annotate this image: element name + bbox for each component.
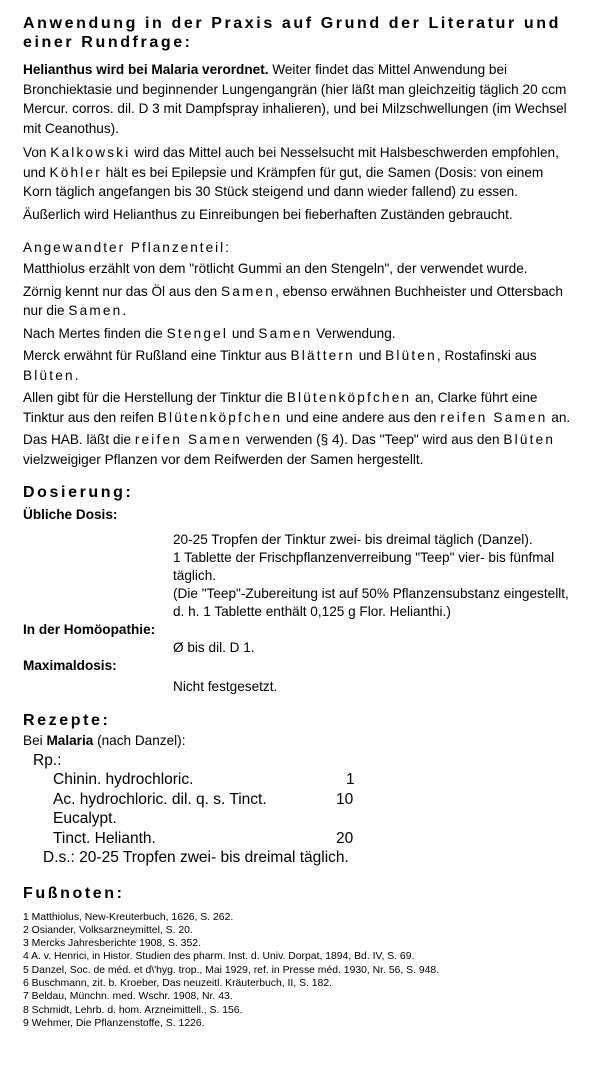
recipe-item <box>33 829 571 849</box>
spaced-name: Kalkowski <box>50 145 131 160</box>
recipe-item <box>33 770 571 790</box>
heading-dosierung: Dosierung: <box>23 484 134 501</box>
footnote-item: 8 Schmidt, Lehrb. d. hom. Arzneimittell., S. 156. <box>23 1004 243 1016</box>
paragraph-zoernig: Zörnig kennt nur das Öl aus den Samen, ebenso erwähnen Buchheister und Ottersbach nur die Samen. <box>23 283 563 318</box>
dose-value-usual-note: (Die "Teep"-Zubereitung ist auf 50% Pflanzensubstanz eingestellt, d. h. 1 Tablette enthält 0,125 g Flor. Helianthi.) <box>173 586 569 619</box>
dose-value-usual-tincture: 20-25 Tropfen der Tinktur zwei- bis dreimal täglich (Danzel). <box>173 532 533 547</box>
paragraph-matthiolus: Matthiolus erzählt von dem "rötlicht Gummi an den Stengeln", der verwendet wurde. <box>23 261 528 276</box>
subheading-pflanzenteil: Angewandter Pflanzenteil: <box>23 240 231 255</box>
footnote-item: 7 Beldau, Münchn. med. Wschr. 1908, Nr. 43. <box>23 991 233 1003</box>
recipe-rp: Rp.: <box>33 751 62 769</box>
recipe-item <box>33 790 571 810</box>
recipe-block <box>33 751 571 868</box>
dose-value-usual-tablet: 1 Tablette der Frischpflanzenverreibung "Teep" vier- bis fünfmal täglich. <box>173 550 555 583</box>
spaced-name: Köhler <box>49 164 102 180</box>
footnote-item: 9 Wehmer, Die Pflanzenstoffe, S. 1226. <box>23 1017 205 1029</box>
footnote-item: 5 Danzel, Soc. de méd. et d\'hyg. trop., Mai 1929, ref. in Presse méd. 1930, Nr. 56, S. 948. <box>23 964 440 976</box>
paragraph-mertes: Nach Mertes finden die Stengel und Samen Verwendung. <box>23 325 396 341</box>
bold-lead: Helianthus wird bei Malaria verordnet. <box>23 62 269 77</box>
recipe-item-qty: 1 <box>346 771 355 788</box>
dose-value-homeopathy: Ø bis dil. D 1. <box>173 640 255 655</box>
dose-label-usual: Übliche Dosis: <box>23 507 118 522</box>
paragraph-merck: Merck erwähnt für Rußland eine Tinktur aus Blättern und Blüten, Rostafinski aus Blüten. <box>23 348 537 383</box>
recipe-signa: D.s.: 20-25 Tropfen zwei- bis dreimal täglich. <box>43 849 349 866</box>
heading-praxis: Anwendung in der Praxis auf Grund der Literatur und einer Rundfrage: <box>23 15 561 51</box>
paragraph-hab: Das HAB. läßt die reifen Samen verwenden (§ 4). Das "Teep" wird aus den Blüten vielzweigiger Pflanzen vor dem Reifwerden der Samen hergestellt. <box>23 432 556 467</box>
paragraph-kalkowski: Von Kalkowski wird das Mittel auch bei Nesselsucht mit Halsbeschwerden empfohlen, und Köhler hält es bei Epilepsie und Krämpfen für gut, die Samen (Dosis: von einem Korn täglich angefangen bis 30 Stück steigend und dann wieder fallend) zu essen. <box>23 145 559 199</box>
footnote-item: 1 Matthiolus, New-Kreuterbuch, 1626, S. 262. <box>23 911 234 923</box>
recipe-item-qty: 20 <box>336 829 354 847</box>
heading-fussnoten: Fußnoten: <box>23 884 125 902</box>
heading-rezepte: Rezepte: <box>23 712 111 729</box>
dose-label-max: Maximaldosis: <box>23 658 117 673</box>
dose-label-homeopathy: In der Homöopathie: <box>23 622 156 637</box>
paragraph-aeusserlich: Äußerlich wird Helianthus zu Einreibungen bei fieberhaften Zuständen gebraucht. <box>23 206 513 222</box>
article-body <box>23 14 571 1030</box>
recipe-intro: Bei Malaria (nach Danzel): <box>23 733 186 748</box>
footnote-list <box>23 911 571 1031</box>
footnote-item: 6 Buschmann, zit. b. Kroeber, Das neuzeitl. Kräuterbuch, II, S. 182. <box>23 977 332 989</box>
recipe-item-name: Tinct. Helianth. <box>53 829 156 847</box>
recipe-item-name: Chinin. hydrochloric. <box>53 771 194 788</box>
footnote-item: 3 Mercks Jahresberichte 1908, S. 352. <box>23 938 201 950</box>
paragraph-malaria: Helianthus wird bei Malaria verordnet. Weiter findet das Mittel Anwendung bei Bronchiektasie und beginnender Lungengangrän (hier läßt man gleichzeitig täglich 20 ccm Mercur. corros. dil. D 3 mit Dampfspray inhalieren), und bei Milzschwellungen (im Wechsel mit Ceanothus). <box>23 62 567 136</box>
recipe-item-qty: 10 <box>336 790 354 808</box>
recipe-item <box>33 809 571 829</box>
recipe-item-name: Eucalypt. <box>53 810 117 827</box>
footnote-item: 2 Osiander, Volksarzneymittel, S. 20. <box>23 924 193 936</box>
footnote-item: 4 A. v. Henrici, in Histor. Studien des pharm. Inst. d. Univ. Dorpat, 1894, Bd. IV, S. 69. <box>23 951 415 963</box>
dose-value-max: Nicht festgesetzt. <box>173 679 278 694</box>
paragraph-allen: Allen gibt für die Herstellung der Tinktur die Blütenköpfchen an, Clarke führt eine Tinktur aus den reifen Blütenköpfchen und eine andere aus den reifen Samen an. <box>23 390 571 425</box>
recipe-item-name: Ac. hydrochloric. dil. q. s. Tinct. <box>53 790 267 808</box>
